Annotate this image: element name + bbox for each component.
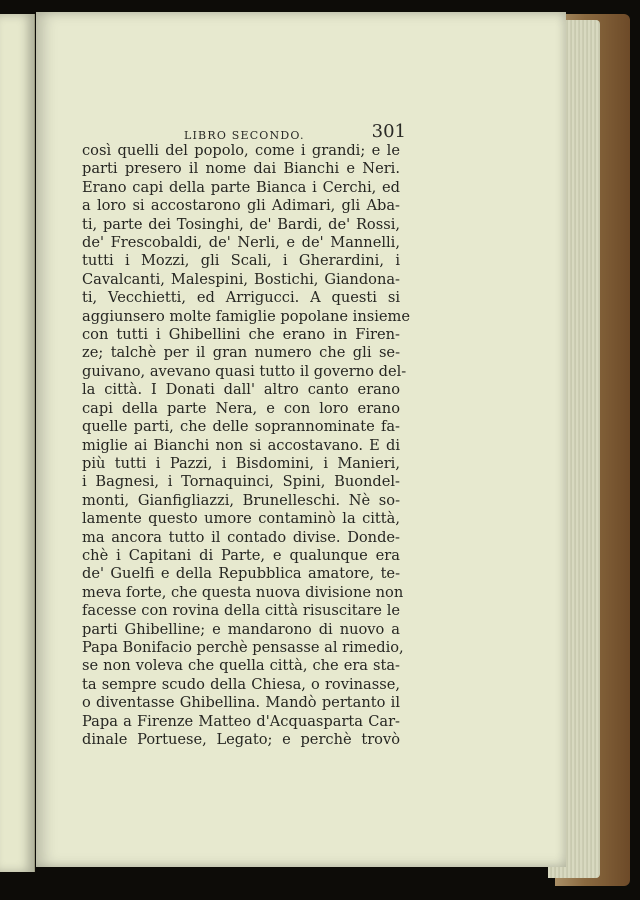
text-line: o diventasse Ghibellina. Mandò pertanto il [82, 694, 400, 712]
text-line: monti, Gianfigliazzi, Brunelleschi. Nè so- [82, 491, 400, 509]
running-head: LIBRO SECONDO. [184, 129, 305, 142]
page-number: 301 [371, 121, 406, 142]
text-line: ta sempre scudo della Chiesa, o rovinasse, [82, 675, 400, 693]
text-line: dinale Portuese, Legato; e perchè trovò [82, 731, 400, 748]
text-line: ma ancora tutto il contado divise. Donde- [82, 528, 400, 546]
text-line: ti, Vecchietti, ed Arrigucci. A questi si [82, 289, 400, 307]
text-line: a loro si accostarono gli Adimari, gli Aba- [82, 197, 400, 215]
text-line: guivano, avevano quasi tutto il governo del- [82, 362, 407, 380]
text-line: lamente questo umore contaminò la città, [82, 510, 400, 528]
text-line: Papa a Firenze Matteo d'Acquasparta Car- [82, 712, 400, 730]
text-line: chè i Capitani di Parte, e qualunque era [82, 546, 400, 564]
text-line: parti presero il nome dai Bianchi e Neri. [82, 160, 400, 178]
text-line: Erano capi della parte Bianca i Cerchi, ed [82, 178, 400, 196]
text-line: i Bagnesi, i Tornaquinci, Spini, Buondel- [82, 473, 400, 491]
text-line: de' Guelfi e della Repubblica amatore, te- [82, 565, 400, 583]
facing-page-edge [0, 14, 35, 872]
text-line: Papa Bonifacio perchè pensasse al rimedio, [82, 638, 404, 656]
text-line: con tutti i Ghibellini che erano in Firen- [82, 326, 400, 344]
text-line: così quelli del popolo, come i grandi; e le [82, 142, 400, 159]
text-line: la città. I Donati dall' altro canto erano [82, 381, 400, 399]
text-line: quelle parti, che delle soprannominate fa- [82, 418, 400, 436]
text-line: tutti i Mozzi, gli Scali, i Gherardini, i [82, 252, 400, 270]
text-line: ze; talchè per il gran numero che gli se- [82, 344, 400, 362]
text-line: più tutti i Pazzi, i Bisdomini, i Manieri, [82, 454, 400, 472]
text-line: se non voleva che quella città, che era sta- [82, 657, 400, 675]
text-line: parti Ghibelline; e mandarono di nuovo a [82, 620, 400, 638]
text-line: aggiunsero molte famiglie popolane insieme [82, 307, 411, 325]
body-text [82, 142, 411, 749]
text-line: Cavalcanti, Malespini, Bostichi, Giandona- [82, 270, 400, 288]
text-line: de' Frescobaldi, de' Nerli, e de' Mannelli, [82, 234, 400, 252]
text-line: ti, parte dei Tosinghi, de' Bardi, de' Rossi, [82, 215, 400, 233]
text-line: meva forte, che questa nuova divisione non [82, 583, 404, 601]
text-line: capi della parte Nera, e con loro erano [82, 399, 400, 417]
text-line: miglie ai Bianchi non si accostavano. E di [82, 436, 400, 454]
text-line: facesse con rovina della città risuscitare le [82, 602, 400, 620]
